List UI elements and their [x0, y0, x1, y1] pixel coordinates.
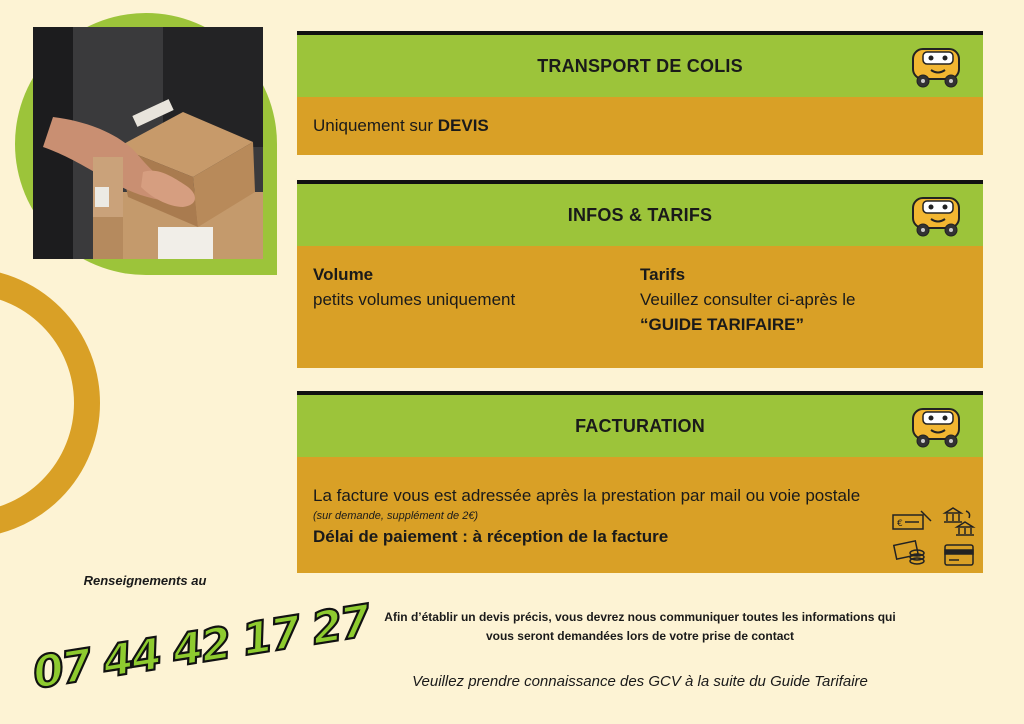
cheque-icon [893, 511, 931, 529]
card-header [297, 35, 983, 97]
devis-note [330, 608, 950, 646]
card-body [297, 246, 983, 368]
volume-label: Volume [313, 265, 374, 284]
tarifs-text: Veuillez consulter ci-après le [640, 290, 856, 309]
card-header [297, 395, 983, 457]
tarifs-column [640, 262, 967, 350]
phone-number [24, 595, 373, 700]
supplement-note: (sur demande, supplément de 2€) [313, 510, 479, 522]
devis-bold: DEVIS [437, 116, 489, 135]
svg-text:€: € [897, 519, 903, 529]
tarifs-label: Tarifs [640, 265, 686, 284]
card-header [297, 184, 983, 246]
card-transport [297, 31, 983, 155]
payment-icons [891, 507, 975, 569]
card-infos [297, 180, 983, 368]
payment-delay: Délai de paiement : à réception de la facture [313, 527, 669, 546]
phone-number-text: 07 44 42 17 27 [29, 595, 373, 700]
van-mascot-icon [907, 403, 965, 449]
card-title: TRANSPORT DE COLIS [537, 55, 743, 76]
card-body [297, 97, 983, 155]
volume-text: petits volumes uniquement [313, 290, 516, 309]
bank-transfer-icon [944, 508, 974, 535]
facture-text: La facture vous est adressée après la prestation par mail ou voie postale [313, 486, 861, 505]
card-title: INFOS & TARIFS [567, 204, 713, 225]
contact-label: Renseignements au [83, 573, 207, 588]
devis-note-line2: vous seront demandées lors de votre prise de contact [485, 629, 795, 643]
guide-tarifaire-label: “GUIDE TARIFAIRE” [640, 315, 805, 334]
gcv-note: Veuillez prendre connaissance des GCV à la suite du Guide Tarifaire [412, 673, 868, 690]
card-body [297, 457, 983, 573]
photo-frame [15, 13, 277, 275]
devis-prefix: Uniquement sur [313, 116, 438, 135]
card-title: FACTURATION [575, 415, 705, 436]
devis-note-line1: Afin d’établir un devis précis, vous devrez nous communiquer toutes les informations qui [384, 610, 896, 624]
van-mascot-icon [907, 43, 965, 89]
card-facturation [297, 391, 983, 573]
credit-card-icon [945, 545, 973, 565]
parcel-photo [33, 27, 263, 259]
decorative-ring [0, 268, 100, 538]
volume-column [313, 262, 640, 350]
cash-icon [894, 541, 924, 564]
van-mascot-icon [907, 192, 965, 238]
